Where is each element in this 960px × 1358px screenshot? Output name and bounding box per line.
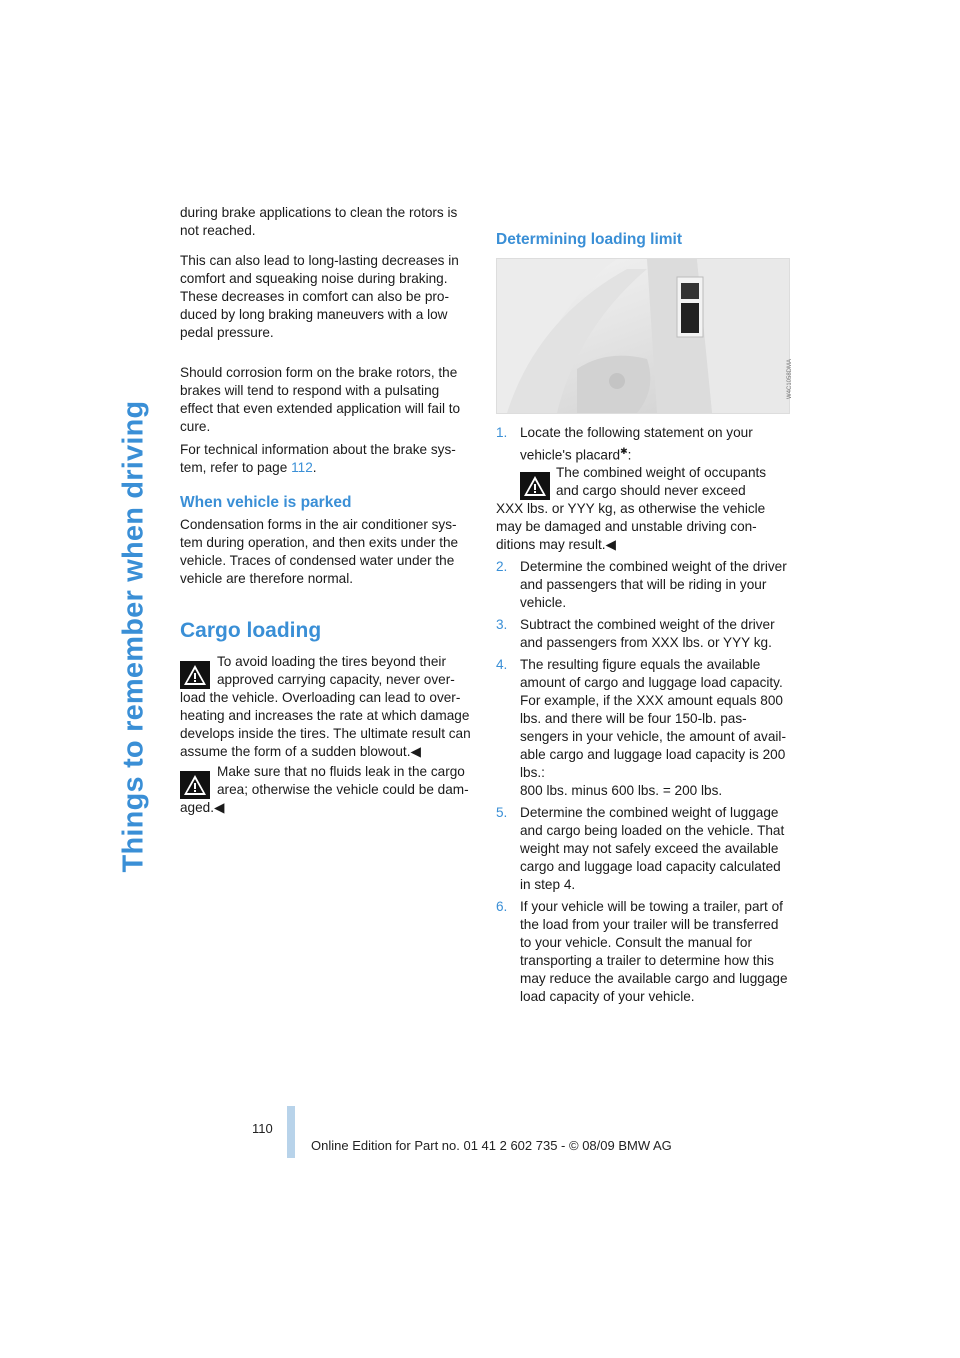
footer-accent-bar	[287, 1106, 295, 1158]
example-calculation: 800 lbs. minus 600 lbs. = 200 lbs.	[520, 783, 723, 798]
brake-paragraph-3: Should corrosion form on the brake rotors, the brakes will tend to respond with a pulsating effect that even extended application will fail to cure.	[180, 365, 461, 434]
page-reference-link[interactable]: 112	[291, 460, 313, 475]
section-heading-parked: When vehicle is parked	[180, 494, 352, 511]
brake-paragraph-2: This can also lead to long-lasting decreases in comfort and squeaking noise during braking. These decreases in comfort can also be pro-duced by long braking maneuvers with a low pedal pressure.	[180, 253, 459, 340]
page-number: 110	[252, 1121, 273, 1136]
warning-triangle-icon	[180, 661, 210, 689]
brake-paragraph-4: For technical information about the brake sys-tem, refer to page 112.	[180, 442, 456, 475]
door-placard-photo	[496, 258, 793, 414]
section-heading-loading-limit: Determining loading limit	[496, 231, 683, 248]
warning-note-1: To avoid loading the tires beyond their approved carrying capacity, never over- load the vehicle. Overloading can lead to over-heating and increases the rate at which damage develops inside the tires. The ultimate result can assume the form of a sudden blowout.◀	[180, 654, 471, 759]
optional-equipment-star: ✱	[620, 446, 628, 456]
placard-warning-note: The combined weight of occupants and cargo should never exceed XXX lbs. or YYY kg, as otherwise the vehicle may be damaged and unstable driving con-ditions may result.◀	[496, 465, 767, 552]
section-side-title	[112, 226, 156, 1046]
warning-note-2: Make sure that no fluids leak in the cargo area; otherwise the vehicle could be dam- aged.◀	[180, 764, 469, 815]
brake-paragraph-1: during brake applications to clean the rotors is not reached.	[180, 205, 458, 238]
warning-triangle-icon	[180, 771, 210, 799]
photo-code-label: W4C1058DMA	[787, 359, 793, 400]
side-title-text: Things to remember when driving	[117, 400, 150, 872]
section-heading-cargo: Cargo loading	[180, 619, 322, 642]
warning-triangle-icon	[520, 472, 550, 500]
parked-paragraph: Condensation forms in the air conditioner sys-tem during operation, and then exits under the vehicle. Traces of condensed water under the vehicle are therefore normal.	[180, 517, 459, 586]
footer-edition-text: Online Edition for Part no. 01 41 2 602 735 - © 08/09 BMW AG	[311, 1138, 672, 1153]
